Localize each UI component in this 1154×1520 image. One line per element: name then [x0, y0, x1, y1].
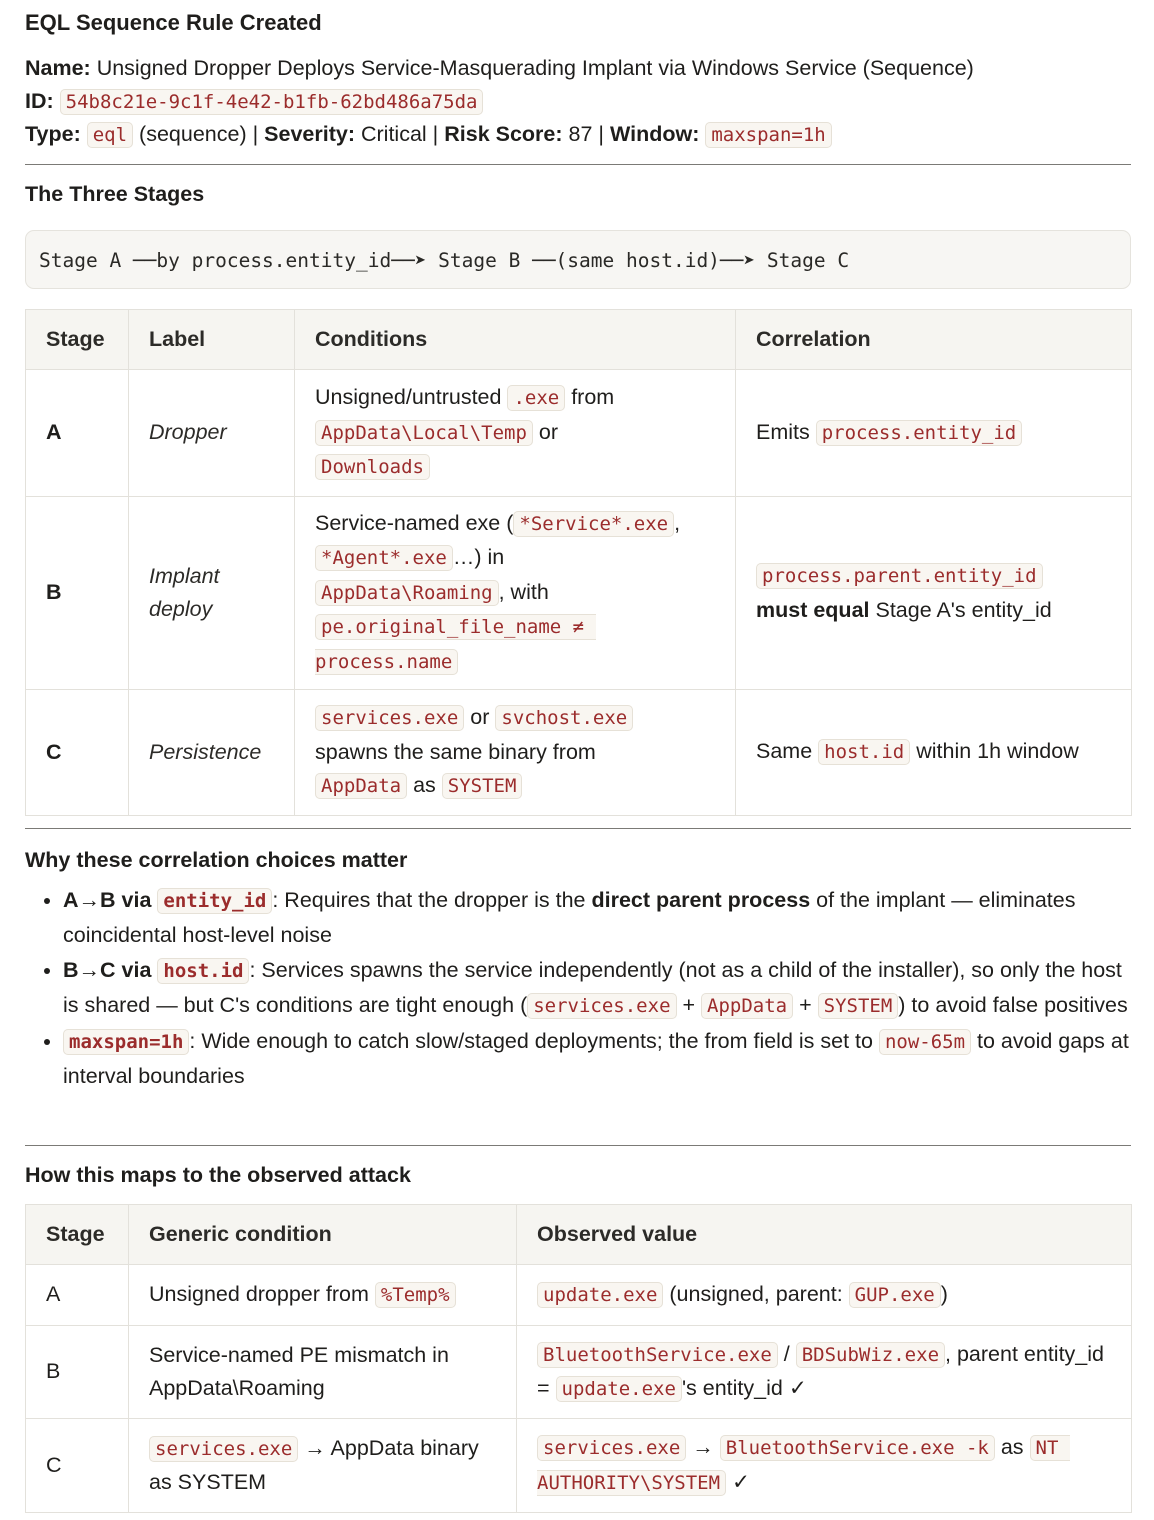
- rule-name-line: [25, 52, 974, 85]
- list-item: [63, 1025, 1131, 1093]
- observed-value-cell: [517, 1265, 1132, 1326]
- observed-value-cell: [517, 1419, 1132, 1513]
- cell-text: Unsigned/untrusted: [315, 385, 502, 410]
- inline-code: GUP.exe: [849, 1282, 941, 1308]
- stage-cell: C: [26, 690, 129, 816]
- cell-text: spawns the same binary from: [315, 739, 596, 764]
- item-lead: A→B via: [63, 888, 152, 912]
- inline-code: svchost.exe: [495, 705, 633, 731]
- stage-cell: A: [26, 370, 129, 497]
- cell-text: Stage A's entity_id: [875, 597, 1052, 622]
- column-header: Conditions: [295, 310, 736, 370]
- cell-text: , parent entity_id =: [537, 1341, 1104, 1400]
- id-label: ID:: [25, 89, 54, 113]
- document-title: EQL Sequence Rule Created: [25, 10, 322, 35]
- cell-text: ,: [674, 510, 681, 535]
- inline-code: update.exe: [556, 1376, 682, 1402]
- generic-condition-cell: [129, 1265, 517, 1326]
- table-row: [26, 370, 1132, 497]
- stage-cell: B: [26, 1326, 129, 1419]
- why-list: [25, 884, 1131, 1095]
- cell-text: , with: [498, 579, 549, 604]
- window-code: maxspan=1h: [705, 122, 831, 148]
- type-label: Type:: [25, 122, 81, 146]
- rule-type-line: [25, 118, 832, 152]
- cell-text: as: [413, 773, 436, 798]
- correlation-cell: [736, 690, 1132, 816]
- column-header: Correlation: [736, 310, 1132, 370]
- stage-flow-code-block: Stage A ──by process.entity_id──➤ Stage B ──(same host.id)──➤ Stage C: [25, 230, 1131, 289]
- inline-code: *Agent*.exe: [315, 545, 453, 571]
- cell-text: …) in: [452, 545, 505, 570]
- item-text: to avoid gaps at interval boundaries: [63, 1029, 1129, 1088]
- conditions-cell: [295, 690, 736, 816]
- inline-code: host.id: [818, 739, 910, 765]
- cell-text: or: [538, 419, 559, 444]
- item-text: +: [682, 992, 696, 1017]
- inline-code: pe.original_file_name ≠ process.name: [315, 616, 596, 673]
- stages-heading: The Three Stages: [25, 182, 205, 206]
- generic-condition-cell: Service-named PE mismatch in AppData\Roaming: [129, 1326, 517, 1419]
- cell-text: ): [940, 1281, 948, 1306]
- inline-code: services.exe: [537, 1435, 686, 1461]
- item-text: : Requires that the dropper is the: [272, 888, 586, 912]
- mapping-heading: How this maps to the observed attack: [25, 1163, 411, 1187]
- checkmark: ✓: [732, 1469, 751, 1494]
- divider: [25, 164, 1131, 165]
- inline-code: services.exe: [149, 1436, 298, 1462]
- stage-cell: A: [26, 1265, 129, 1326]
- item-text: +: [799, 992, 812, 1017]
- table-row: [26, 1265, 1132, 1326]
- column-header: Label: [129, 310, 295, 370]
- severity-value: Critical |: [360, 122, 439, 146]
- why-heading: Why these correlation choices matter: [25, 848, 408, 872]
- cell-text: /: [783, 1341, 790, 1366]
- cell-text: or: [470, 705, 490, 730]
- cell-text: Unsigned dropper from: [149, 1281, 369, 1306]
- cell-text: as: [1000, 1435, 1024, 1459]
- inline-code: AppData: [315, 773, 407, 799]
- table-row: [26, 497, 1132, 690]
- item-text: : Wide enough to catch slow/staged deployments; the from field is set to: [189, 1029, 873, 1053]
- table-row: [26, 690, 1132, 816]
- cell-text: from: [571, 385, 615, 410]
- rule-id-line: [25, 85, 483, 119]
- column-header: Stage: [26, 1205, 129, 1265]
- conditions-cell: [295, 497, 736, 690]
- stages-table: [25, 309, 1132, 816]
- inline-code: AppData\Roaming: [315, 580, 499, 606]
- observed-value-cell: [517, 1326, 1132, 1419]
- label-cell: Implant deploy: [129, 497, 295, 690]
- item-text: ) to avoid false positives: [898, 992, 1128, 1017]
- inline-code: NT AUTHORITY\SYSTEM: [537, 1437, 1070, 1494]
- list-item: [63, 954, 1131, 1023]
- item-text: : Services spawns the service independently (not as a child of the installer), so only the host is shared — but C's conditions are tight enough (: [63, 958, 1122, 1017]
- column-header: Observed value: [517, 1205, 1132, 1265]
- inline-code: BluetoothService.exe -k: [720, 1435, 995, 1461]
- correlation-cell: [736, 497, 1132, 690]
- cell-text: Emits: [756, 419, 810, 444]
- stage-cell: C: [26, 1419, 129, 1513]
- severity-label: Severity:: [264, 122, 355, 146]
- item-bold: direct parent process: [591, 888, 811, 912]
- table-row: [26, 1419, 1132, 1513]
- cell-text: 's entity_id ✓: [681, 1376, 807, 1400]
- inline-code: AppData: [701, 993, 793, 1019]
- inline-code: SYSTEM: [442, 773, 523, 799]
- inline-code: now-65m: [879, 1029, 971, 1055]
- inline-code: SYSTEM: [818, 993, 899, 1019]
- table-header-row: [26, 1205, 1132, 1265]
- rule-type-suffix: (sequence) |: [139, 122, 259, 146]
- rule-name: Unsigned Dropper Deploys Service-Masquerading Implant via Windows Service (Sequence): [96, 56, 974, 80]
- conditions-cell: [295, 370, 736, 497]
- item-text: of the implant — eliminates coincidental host-level noise: [63, 888, 1076, 947]
- inline-code: .exe: [507, 385, 565, 411]
- inline-code: maxspan=1h: [63, 1029, 189, 1055]
- mapping-table: [25, 1204, 1132, 1513]
- inline-code: *Service*.exe: [513, 511, 674, 537]
- column-header: Stage: [26, 310, 129, 370]
- risk-score-value: 87 |: [568, 122, 605, 146]
- name-label: Name:: [25, 56, 91, 80]
- label-cell: Persistence: [129, 690, 295, 816]
- item-lead: B→C via: [63, 958, 152, 982]
- generic-condition-cell: [129, 1419, 517, 1513]
- window-label: Window:: [610, 122, 700, 146]
- inline-code: services.exe: [315, 705, 464, 731]
- table-header-row: [26, 310, 1132, 370]
- inline-code: BluetoothService.exe: [537, 1342, 778, 1368]
- inline-code: BDSubWiz.exe: [796, 1342, 945, 1368]
- column-header: Generic condition: [129, 1205, 517, 1265]
- cell-text: Service-named exe (: [315, 510, 514, 535]
- label-cell: Dropper: [129, 370, 295, 497]
- stage-cell: B: [26, 497, 129, 690]
- inline-code: AppData\Local\Temp: [315, 420, 533, 446]
- correlation-cell: [736, 370, 1132, 497]
- divider: [25, 828, 1131, 829]
- cell-text: →: [692, 1435, 714, 1459]
- rule-type-code: eql: [87, 122, 133, 148]
- table-row: [26, 1326, 1132, 1419]
- risk-score-label: Risk Score:: [444, 122, 563, 146]
- rule-id: 54b8c21e-9c1f-4e42-b1fb-62bd486a75da: [60, 89, 484, 115]
- inline-code: process.parent.entity_id: [756, 563, 1043, 589]
- cell-text: Same: [756, 739, 813, 764]
- list-item: [63, 884, 1131, 952]
- inline-code: %Temp%: [375, 1282, 456, 1308]
- inline-code: entity_id: [157, 888, 272, 914]
- inline-code: update.exe: [537, 1282, 663, 1308]
- inline-code: host.id: [157, 958, 249, 984]
- divider: [25, 1145, 1131, 1146]
- cell-text: (unsigned, parent:: [669, 1281, 843, 1306]
- cell-text: within 1h window: [916, 739, 1079, 764]
- inline-code: Downloads: [315, 454, 430, 480]
- cell-bold-text: must equal: [756, 597, 870, 622]
- inline-code: process.entity_id: [816, 420, 1022, 446]
- inline-code: services.exe: [527, 993, 676, 1019]
- cell-text: → AppData binary as SYSTEM: [149, 1435, 479, 1494]
